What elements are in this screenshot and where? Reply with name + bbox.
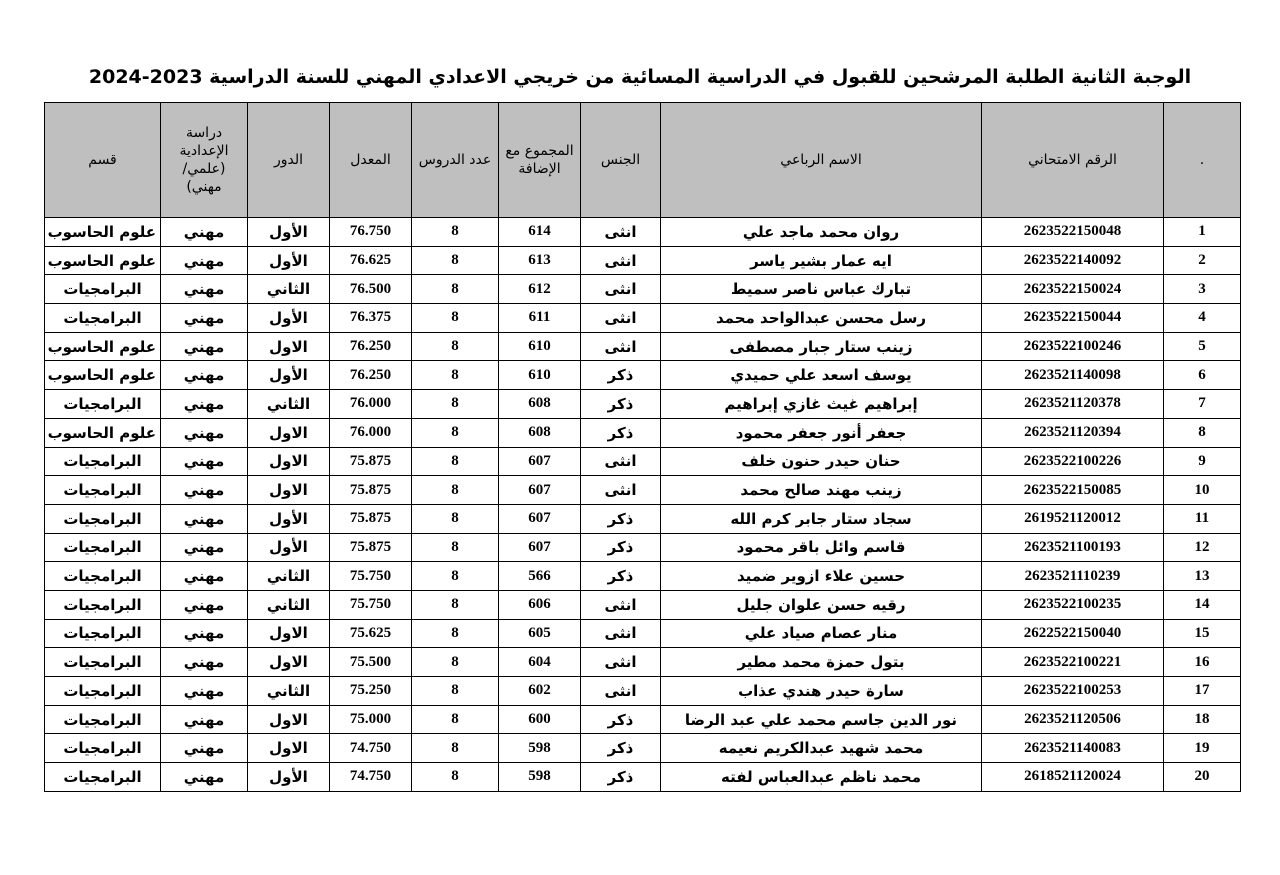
exam-number-cell: 2623522100226 (982, 447, 1164, 476)
total-cell: 600 (499, 705, 581, 734)
row-number: 15 (1164, 619, 1241, 648)
total-cell: 602 (499, 677, 581, 706)
lessons-count-cell: 8 (412, 619, 499, 648)
table-row (45, 275, 1241, 304)
total-cell: 614 (499, 218, 581, 247)
student-name-cell: زينب مهند صالح محمد (661, 476, 982, 505)
gender-cell: انثى (581, 619, 661, 648)
lessons-count-cell: 8 (412, 246, 499, 275)
table-row (45, 562, 1241, 591)
lessons-count-cell: 8 (412, 590, 499, 619)
average-cell: 75.500 (330, 648, 412, 677)
student-name-cell: تبارك عباس ناصر سميط (661, 275, 982, 304)
study-type-cell: مهني (161, 275, 248, 304)
table-row (45, 734, 1241, 763)
study-type-cell: مهني (161, 590, 248, 619)
exam-number-cell: 2622522150040 (982, 619, 1164, 648)
department-cell: البرامجيات (45, 476, 161, 505)
study-type-cell: مهني (161, 304, 248, 333)
gender-cell: انثى (581, 648, 661, 677)
round-cell: الثاني (248, 562, 330, 591)
lessons-count-cell: 8 (412, 562, 499, 591)
header-gender: الجنس (581, 103, 661, 218)
exam-number-cell: 2623522100221 (982, 648, 1164, 677)
gender-cell: ذكر (581, 418, 661, 447)
study-type-cell: مهني (161, 734, 248, 763)
department-cell: البرامجيات (45, 275, 161, 304)
header-num: . (1164, 103, 1241, 218)
exam-number-cell: 2623522150024 (982, 275, 1164, 304)
study-type-cell: مهني (161, 504, 248, 533)
table-row (45, 390, 1241, 419)
study-type-cell: مهني (161, 562, 248, 591)
lessons-count-cell: 8 (412, 361, 499, 390)
gender-cell: انثى (581, 246, 661, 275)
gender-cell: انثى (581, 590, 661, 619)
header-name: الاسم الرباعي (661, 103, 982, 218)
total-cell: 607 (499, 533, 581, 562)
student-name-cell: جعفر أنور جعفر محمود (661, 418, 982, 447)
table-row (45, 447, 1241, 476)
department-cell: البرامجيات (45, 390, 161, 419)
department-cell: البرامجيات (45, 619, 161, 648)
round-cell: الاول (248, 705, 330, 734)
department-cell: علوم الحاسوب (45, 246, 161, 275)
department-cell: البرامجيات (45, 734, 161, 763)
header-total: المجموع مع الإضافة (499, 103, 581, 218)
exam-number-cell: 2619521120012 (982, 504, 1164, 533)
exam-number-cell: 2623521120378 (982, 390, 1164, 419)
table-row (45, 361, 1241, 390)
average-cell: 76.375 (330, 304, 412, 333)
student-name-cell: زينب ستار جبار مصطفى (661, 332, 982, 361)
student-name-cell: محمد ناظم عبدالعباس لفته (661, 763, 982, 792)
table-row (45, 763, 1241, 792)
gender-cell: ذكر (581, 390, 661, 419)
student-name-cell: رقيه حسن علوان جليل (661, 590, 982, 619)
lessons-count-cell: 8 (412, 476, 499, 505)
total-cell: 605 (499, 619, 581, 648)
document-title: الوجبة الثانية الطلبة المرشحين للقبول في الدراسية المسائية من خريجي الاعدادي المهني للسنة الدراسية 2023-2024 (88, 66, 1192, 88)
average-cell: 75.750 (330, 562, 412, 591)
header-study: دراسة الإعدادية (علمي/مهني) (161, 103, 248, 218)
round-cell: الثاني (248, 590, 330, 619)
average-cell: 76.000 (330, 390, 412, 419)
round-cell: الاول (248, 447, 330, 476)
total-cell: 598 (499, 734, 581, 763)
department-cell: البرامجيات (45, 533, 161, 562)
department-cell: البرامجيات (45, 304, 161, 333)
round-cell: الاول (248, 418, 330, 447)
lessons-count-cell: 8 (412, 390, 499, 419)
student-name-cell: منار عصام صياد علي (661, 619, 982, 648)
average-cell: 76.625 (330, 246, 412, 275)
total-cell: 566 (499, 562, 581, 591)
department-cell: البرامجيات (45, 763, 161, 792)
gender-cell: ذكر (581, 504, 661, 533)
student-name-cell: رسل محسن عبدالواحد محمد (661, 304, 982, 333)
round-cell: الثاني (248, 275, 330, 304)
header-lessons: عدد الدروس (412, 103, 499, 218)
table-row (45, 332, 1241, 361)
row-number: 16 (1164, 648, 1241, 677)
study-type-cell: مهني (161, 648, 248, 677)
lessons-count-cell: 8 (412, 648, 499, 677)
average-cell: 75.875 (330, 533, 412, 562)
gender-cell: ذكر (581, 361, 661, 390)
round-cell: الاول (248, 476, 330, 505)
header-department: قسم (45, 103, 161, 218)
round-cell: الاول (248, 332, 330, 361)
lessons-count-cell: 8 (412, 763, 499, 792)
table-row (45, 533, 1241, 562)
student-name-cell: روان محمد ماجد علي (661, 218, 982, 247)
total-cell: 610 (499, 361, 581, 390)
student-name-cell: ايه عمار بشير ياسر (661, 246, 982, 275)
average-cell: 76.750 (330, 218, 412, 247)
study-type-cell: مهني (161, 619, 248, 648)
exam-number-cell: 2623522150044 (982, 304, 1164, 333)
total-cell: 610 (499, 332, 581, 361)
table-row (45, 705, 1241, 734)
table-row (45, 648, 1241, 677)
student-name-cell: حنان حيدر حنون خلف (661, 447, 982, 476)
round-cell: الثاني (248, 677, 330, 706)
round-cell: الأول (248, 246, 330, 275)
average-cell: 74.750 (330, 734, 412, 763)
total-cell: 598 (499, 763, 581, 792)
student-name-cell: سارة حيدر هندي عذاب (661, 677, 982, 706)
student-name-cell: قاسم وائل باقر محمود (661, 533, 982, 562)
student-name-cell: يوسف اسعد علي حميدي (661, 361, 982, 390)
row-number: 18 (1164, 705, 1241, 734)
gender-cell: انثى (581, 332, 661, 361)
department-cell: البرامجيات (45, 562, 161, 591)
round-cell: الأول (248, 504, 330, 533)
department-cell: علوم الحاسوب (45, 218, 161, 247)
lessons-count-cell: 8 (412, 734, 499, 763)
table-row (45, 476, 1241, 505)
row-number: 17 (1164, 677, 1241, 706)
student-name-cell: بتول حمزة محمد مطير (661, 648, 982, 677)
header-average: المعدل (330, 103, 412, 218)
gender-cell: ذكر (581, 705, 661, 734)
study-type-cell: مهني (161, 390, 248, 419)
lessons-count-cell: 8 (412, 705, 499, 734)
gender-cell: ذكر (581, 562, 661, 591)
gender-cell: انثى (581, 275, 661, 304)
lessons-count-cell: 8 (412, 332, 499, 361)
exam-number-cell: 2623521120394 (982, 418, 1164, 447)
exam-number-cell: 2623522100246 (982, 332, 1164, 361)
lessons-count-cell: 8 (412, 304, 499, 333)
row-number: 3 (1164, 275, 1241, 304)
gender-cell: انثى (581, 677, 661, 706)
lessons-count-cell: 8 (412, 218, 499, 247)
study-type-cell: مهني (161, 332, 248, 361)
row-number: 20 (1164, 763, 1241, 792)
table-body (45, 218, 1241, 792)
student-name-cell: محمد شهيد عبدالكريم نعيمه (661, 734, 982, 763)
row-number: 7 (1164, 390, 1241, 419)
row-number: 14 (1164, 590, 1241, 619)
table-header (45, 103, 1241, 218)
round-cell: الأول (248, 304, 330, 333)
total-cell: 607 (499, 476, 581, 505)
lessons-count-cell: 8 (412, 275, 499, 304)
exam-number-cell: 2623522100253 (982, 677, 1164, 706)
row-number: 8 (1164, 418, 1241, 447)
department-cell: البرامجيات (45, 504, 161, 533)
total-cell: 604 (499, 648, 581, 677)
total-cell: 607 (499, 447, 581, 476)
table-row (45, 418, 1241, 447)
total-cell: 607 (499, 504, 581, 533)
average-cell: 75.000 (330, 705, 412, 734)
candidates-table (44, 102, 1241, 792)
gender-cell: انثى (581, 218, 661, 247)
gender-cell: ذكر (581, 734, 661, 763)
average-cell: 75.875 (330, 476, 412, 505)
average-cell: 75.750 (330, 590, 412, 619)
total-cell: 608 (499, 418, 581, 447)
student-name-cell: إبراهيم غيث غازي إبراهيم (661, 390, 982, 419)
exam-number-cell: 2623521140098 (982, 361, 1164, 390)
exam-number-cell: 2623522100235 (982, 590, 1164, 619)
exam-number-cell: 2623522150085 (982, 476, 1164, 505)
total-cell: 613 (499, 246, 581, 275)
table-row (45, 677, 1241, 706)
total-cell: 608 (499, 390, 581, 419)
student-name-cell: نور الدين جاسم محمد علي عبد الرضا (661, 705, 982, 734)
round-cell: الاول (248, 619, 330, 648)
round-cell: الاول (248, 648, 330, 677)
study-type-cell: مهني (161, 533, 248, 562)
lessons-count-cell: 8 (412, 418, 499, 447)
exam-number-cell: 2623521140083 (982, 734, 1164, 763)
table-row (45, 619, 1241, 648)
study-type-cell: مهني (161, 763, 248, 792)
student-name-cell: حسين علاء ازوير ضميد (661, 562, 982, 591)
study-type-cell: مهني (161, 476, 248, 505)
row-number: 5 (1164, 332, 1241, 361)
table-row (45, 590, 1241, 619)
row-number: 6 (1164, 361, 1241, 390)
total-cell: 606 (499, 590, 581, 619)
row-number: 19 (1164, 734, 1241, 763)
department-cell: البرامجيات (45, 677, 161, 706)
average-cell: 75.250 (330, 677, 412, 706)
row-number: 12 (1164, 533, 1241, 562)
row-number: 1 (1164, 218, 1241, 247)
study-type-cell: مهني (161, 361, 248, 390)
exam-number-cell: 2618521120024 (982, 763, 1164, 792)
lessons-count-cell: 8 (412, 504, 499, 533)
lessons-count-cell: 8 (412, 447, 499, 476)
header-row (45, 103, 1241, 218)
round-cell: الأول (248, 533, 330, 562)
study-type-cell: مهني (161, 218, 248, 247)
gender-cell: ذكر (581, 533, 661, 562)
table-row (45, 504, 1241, 533)
table-row (45, 218, 1241, 247)
average-cell: 74.750 (330, 763, 412, 792)
study-type-cell: مهني (161, 418, 248, 447)
table-row (45, 304, 1241, 333)
exam-number-cell: 2623522150048 (982, 218, 1164, 247)
study-type-cell: مهني (161, 705, 248, 734)
department-cell: البرامجيات (45, 590, 161, 619)
round-cell: الأول (248, 218, 330, 247)
department-cell: علوم الحاسوب (45, 332, 161, 361)
student-name-cell: سجاد ستار جابر كرم الله (661, 504, 982, 533)
round-cell: الاول (248, 734, 330, 763)
study-type-cell: مهني (161, 677, 248, 706)
row-number: 10 (1164, 476, 1241, 505)
gender-cell: انثى (581, 304, 661, 333)
lessons-count-cell: 8 (412, 533, 499, 562)
gender-cell: انثى (581, 476, 661, 505)
average-cell: 76.500 (330, 275, 412, 304)
table-row (45, 246, 1241, 275)
exam-number-cell: 2623521110239 (982, 562, 1164, 591)
lessons-count-cell: 8 (412, 677, 499, 706)
department-cell: البرامجيات (45, 447, 161, 476)
average-cell: 75.875 (330, 504, 412, 533)
exam-number-cell: 2623522140092 (982, 246, 1164, 275)
average-cell: 75.625 (330, 619, 412, 648)
row-number: 9 (1164, 447, 1241, 476)
round-cell: الأول (248, 361, 330, 390)
department-cell: علوم الحاسوب (45, 361, 161, 390)
study-type-cell: مهني (161, 447, 248, 476)
exam-number-cell: 2623521100193 (982, 533, 1164, 562)
average-cell: 76.000 (330, 418, 412, 447)
department-cell: البرامجيات (45, 648, 161, 677)
gender-cell: انثى (581, 447, 661, 476)
total-cell: 611 (499, 304, 581, 333)
row-number: 2 (1164, 246, 1241, 275)
average-cell: 75.875 (330, 447, 412, 476)
exam-number-cell: 2623521120506 (982, 705, 1164, 734)
department-cell: البرامجيات (45, 705, 161, 734)
row-number: 13 (1164, 562, 1241, 591)
round-cell: الثاني (248, 390, 330, 419)
total-cell: 612 (499, 275, 581, 304)
gender-cell: ذكر (581, 763, 661, 792)
row-number: 11 (1164, 504, 1241, 533)
study-type-cell: مهني (161, 246, 248, 275)
round-cell: الأول (248, 763, 330, 792)
department-cell: علوم الحاسوب (45, 418, 161, 447)
row-number: 4 (1164, 304, 1241, 333)
header-round: الدور (248, 103, 330, 218)
header-exam-number: الرقم الامتحاني (982, 103, 1164, 218)
average-cell: 76.250 (330, 332, 412, 361)
average-cell: 76.250 (330, 361, 412, 390)
